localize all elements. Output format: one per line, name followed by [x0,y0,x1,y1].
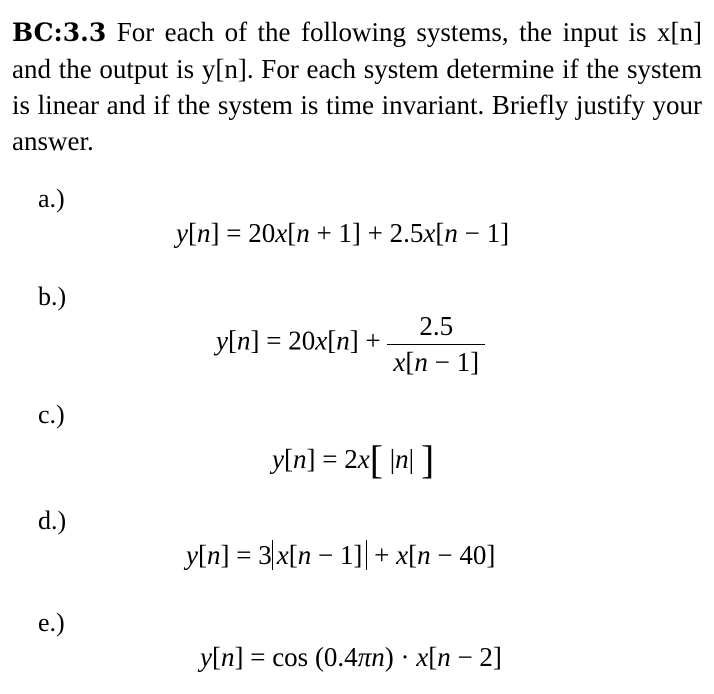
part-e-equation: y[n] = cos (0.4πn) · x[n − 2] [200,642,502,672]
part-b-label: b.) [38,282,67,311]
problem-statement [12,14,702,159]
part-d-label: d.) [38,506,67,535]
part-e-label: e.) [38,608,65,637]
part-c-label: c.) [38,400,65,429]
part-b-equation: y[n] = 20x[n] + $\frac{2.5}{x[n - 1]}$ [216,308,485,379]
part-a-label: a.) [38,184,65,213]
part-d-equation: y[n] = 3 x[n − 1] + x[n − 40] [186,540,496,570]
problem-id: BC:3.3 [12,18,107,47]
part-a-equation: y[n] = 20x[n + 1] + 2.5x[n − 1] [176,218,510,248]
part-c-equation: y[n] = 2x[ |n| ] [272,437,435,482]
problem-text: For each of the following systems, the input is x[n] and the output is y[n]. For each system determine if the system is linear and if the system is time invariant. Briefly justify your answer. [12,17,703,156]
